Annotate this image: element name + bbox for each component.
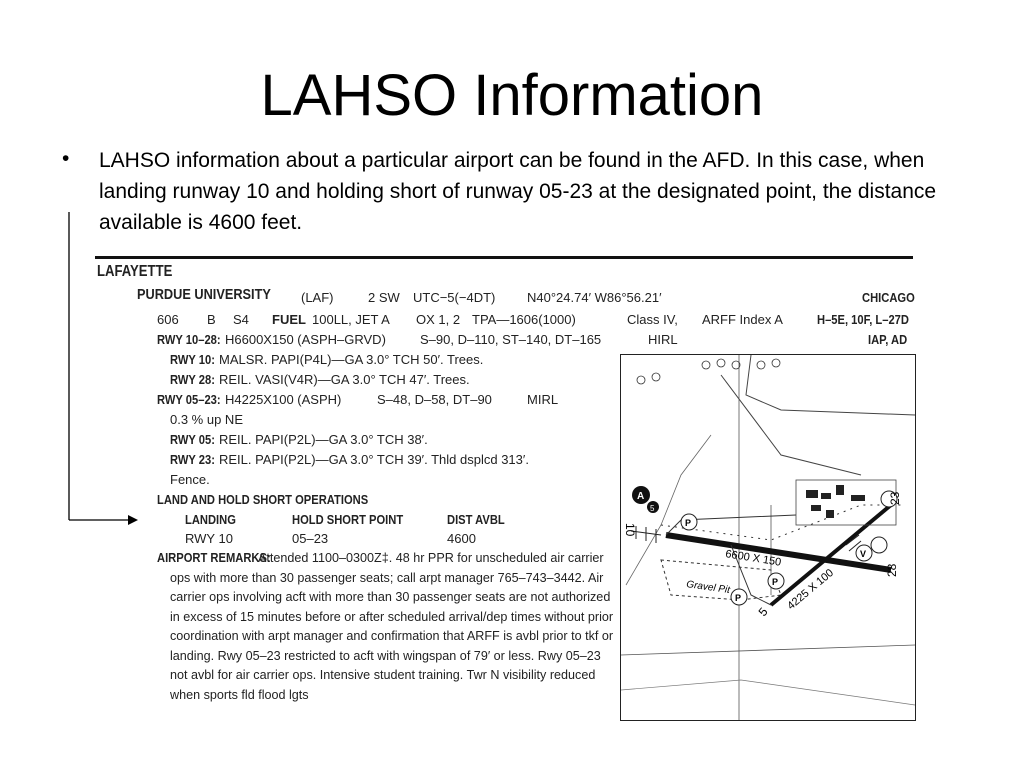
rwy-10-text: MALSR. PAPI(P4L)—GA 3.0° TCH 50′. Trees.	[219, 352, 484, 367]
servicing: S4	[233, 312, 249, 327]
page-title: LAHSO Information	[260, 63, 764, 128]
lahso-title: LAND AND HOLD SHORT OPERATIONS	[157, 492, 369, 507]
rwy-05-23-lights: MIRL	[527, 392, 559, 407]
papi-label: P	[685, 518, 692, 528]
rwy-05-23-label: RWY 05–23:	[157, 392, 221, 407]
lahso-col-dist: DIST AVBL	[447, 512, 505, 527]
lahso-col-hold: HOLD SHORT POINT	[292, 512, 404, 527]
tree-symbols	[637, 359, 780, 384]
rwy-05-label: RWY 05:	[170, 432, 215, 447]
runway-end-28: 28	[885, 563, 899, 577]
rwy-05-text: REIL. PAPI(P2L)—GA 3.0° TCH 38′.	[219, 432, 428, 447]
elevation-tag: 5	[650, 504, 655, 513]
gravel-pit-label: Gravel Pit	[685, 579, 731, 597]
rwy-10-28-strength: S–90, D–110, ST–140, DT–165	[420, 332, 602, 347]
remarks-text: Attended 1100–0300Z‡. 48 hr PPR for unscheduled air carrier ops with more than 30 passenger seats; call arpt manager 765–743–3442. Air carrier ops involving acft with more than 30 passenger seats are not authorized in excess of 15 minutes before or after scheduled arrival/dep times without prior coordination with arpt manager and confirmation that ARFF is avbl prior to tkf or landing. Rwy 05–23 restricted to acft with wingspan of 79′ or less. Rwy 05–23 not avbl for air carrier ops. Intensive student training. Twr N visibility reduced when sports fld flood lgts	[170, 551, 614, 702]
rwy-28-text: REIL. VASI(V4R)—GA 3.0° TCH 47′. Trees.	[219, 372, 470, 387]
terminal-buildings	[806, 485, 865, 518]
runway-05-23-dims: 4225 X 100	[785, 566, 837, 613]
ramp-area	[796, 480, 896, 525]
contour-line	[626, 435, 711, 585]
fence-note: Fence.	[170, 472, 210, 487]
iap-ad: IAP, AD	[868, 332, 908, 347]
coordinates: N40°24.74′ W86°56.21′	[527, 290, 662, 305]
rwy-23-text: REIL. PAPI(P2L)—GA 3.0° TCH 39′. Thld dsplcd 313′.	[219, 452, 529, 467]
remarks-label: AIRPORT REMARKS:	[157, 550, 271, 565]
runway-10-28-dims: 6600 X 150	[724, 548, 782, 569]
airport-distance: 2 SW	[368, 290, 400, 305]
vasi-label: V	[860, 549, 867, 559]
rwy-10-label: RWY 10:	[170, 352, 215, 367]
contour-line	[621, 680, 915, 705]
bullet-text: LAHSO information about a particular airport can be found in the AFD. In this case, when landing runway 10 and holding short of runway 05-23 at the designated point, the distance available is 4600 feet.	[99, 149, 937, 234]
rwy-10-28-lights: HIRL	[648, 332, 678, 347]
rwy-05-23-strength: S–48, D–58, DT–90	[377, 392, 492, 407]
afd-excerpt	[95, 256, 915, 726]
tree-line	[721, 375, 861, 475]
airport-name: PURDUE UNIVERSITY	[137, 286, 271, 303]
lahso-col-landing: LANDING	[185, 512, 236, 527]
fuel-label: FUEL	[272, 312, 306, 327]
airport-id: (LAF)	[301, 290, 334, 305]
rwy-05-23-surface: H4225X100 (ASPH)	[225, 392, 342, 407]
rwy-23-label: RWY 23:	[170, 452, 215, 467]
lahso-hold: 05–23	[292, 531, 329, 546]
sectional-chart: CHICAGO	[862, 290, 915, 305]
runway-end-10: 10	[623, 523, 637, 537]
tpa: TPA—1606(1000)	[472, 312, 576, 327]
rwy-28-label: RWY 28:	[170, 372, 215, 387]
bullet-marker: •	[62, 147, 70, 170]
elevation: 606	[157, 312, 179, 327]
road-line	[621, 645, 915, 655]
city-name: LAFAYETTE	[97, 263, 173, 280]
runway-end-5: 5	[755, 604, 771, 619]
enroute-charts: H–5E, 10F, L–27D	[817, 312, 909, 327]
runway-grade: 0.3 % up NE	[170, 412, 243, 427]
oxygen: OX 1, 2	[416, 312, 461, 327]
lahso-landing: RWY 10	[185, 531, 233, 546]
airport-diagram	[620, 354, 916, 721]
rwy-10-28-surface: H6600X150 (ASPH–GRVD)	[225, 332, 386, 347]
road-line	[746, 355, 915, 415]
lahso-dist: 4600	[447, 531, 476, 546]
header-rule	[95, 256, 913, 259]
airport-class: Class IV,	[627, 312, 678, 327]
beacon-code: B	[207, 312, 216, 327]
utc-offset: UTC−5(−4DT)	[413, 290, 496, 305]
arff-index: ARFF Index A	[702, 312, 783, 327]
fuel-types: 100LL, JET A	[312, 312, 390, 327]
papi-label: P	[735, 593, 742, 603]
beacon-letter: A	[637, 491, 645, 502]
runway-end-23: 23	[888, 491, 902, 505]
rwy-10-28-label: RWY 10–28:	[157, 332, 221, 347]
papi-label: P	[772, 577, 779, 587]
